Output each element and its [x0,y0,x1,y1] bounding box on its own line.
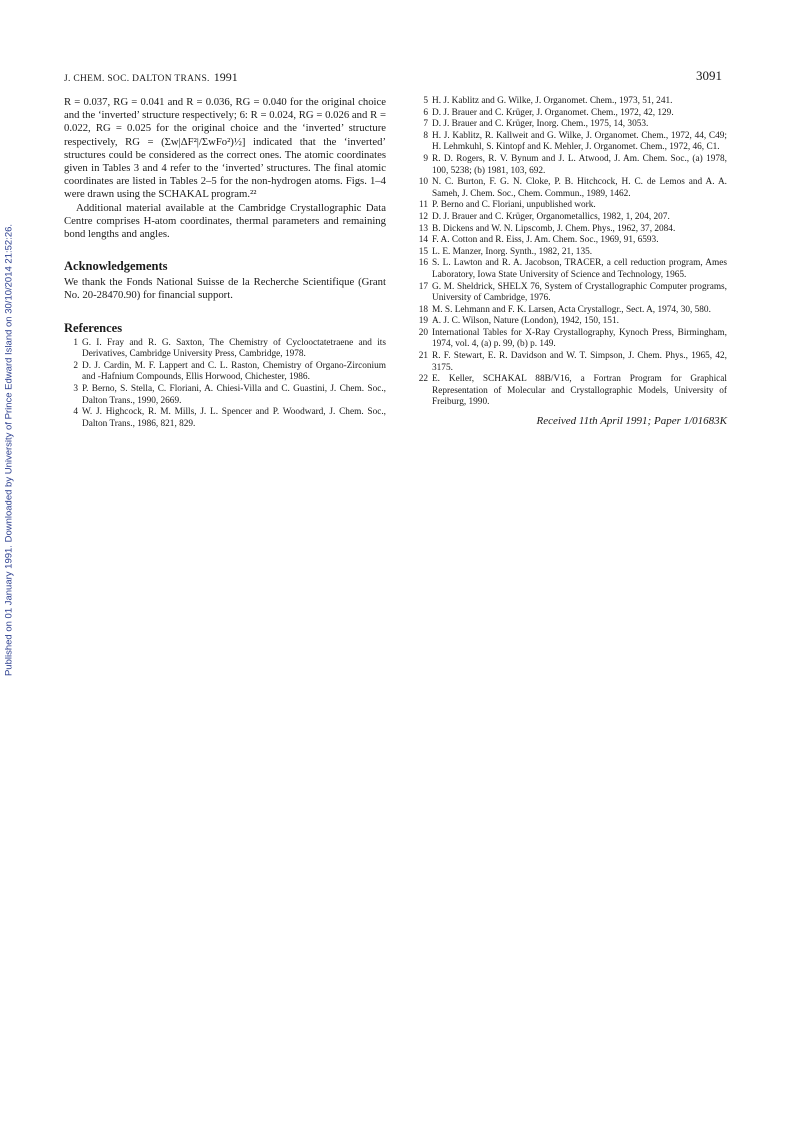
reference-number: 13 [418,223,428,234]
reference-number: 1 [73,337,78,348]
reference-list-left [64,338,386,431]
reference-number: 3 [73,384,78,395]
left-column [64,96,386,430]
reference-number: 14 [418,235,428,246]
reference-item [64,407,386,430]
reference-number: 19 [418,316,428,327]
reference-item [414,305,727,317]
journal-year: 1991 [213,70,238,84]
reference-text: F. A. Cotton and R. Eiss, J. Am. Chem. Soc., 1969, 91, 6593. [432,235,659,246]
reference-text: B. Dickens and W. N. Lipscomb, J. Chem. Phys., 1962, 37, 2084. [432,223,676,234]
reference-item [64,338,386,361]
reference-item [414,247,727,259]
reference-item [64,384,386,407]
reference-text: H. J. Kablitz and G. Wilke, J. Organomet. Chem., 1973, 51, 241. [432,96,673,106]
reference-item [414,351,727,374]
body-paragraph-1: R = 0.037, RG = 0.041 and R = 0.036, RG = 0.040 for the original choice and the ‘inverted’ structure respectively; 6: R = 0.024, RG = 0.026 and R = 0.022, RG = 0.025 for the original choice and the ‘inverted’ structure respectively, RG = (Σw|ΔF²|/ΣwFo²)½] indicated that the ‘inverted’ structures could be considered as the correct ones. The atomic coordinates given in Tables 3 and 4 refer to the ‘inverted’ structures. The final atomic coordinates are listed in Tables 2–5 for the non-hydrogen atoms. Figs. 1–4 were drawn using the SCHAKAL program.²² [64,96,386,201]
reference-number: 10 [418,177,428,188]
reference-number: 9 [423,153,428,164]
reference-number: 18 [418,304,428,315]
reference-item [414,108,727,120]
reference-text: D. J. Cardin, M. F. Lappert and C. L. Raston, Chemistry of Organo-Zirconium and -Hafnium Compounds, Ellis Horwood, Chichester, 1986. [82,360,386,383]
reference-number: 22 [418,374,428,385]
reference-number: 8 [423,130,428,141]
right-column [414,96,727,427]
reference-number: 20 [418,327,428,338]
reference-number: 6 [423,107,428,118]
reference-item [414,328,727,351]
reference-text: L. E. Manzer, Inorg. Synth., 1982, 21, 135. [432,246,593,257]
acknowledgements-text: We thank the Fonds National Suisse de la Recherche Scientifique (Grant No. 20-28470.90) for financial support. [64,276,386,302]
reference-text: D. J. Brauer and C. Krüger, Inorg. Chem., 1975, 14, 3053. [432,119,649,130]
reference-item [414,131,727,154]
reference-item [414,316,727,328]
reference-text: G. M. Sheldrick, SHELX 76, System of Crystallographic Computer programs, University of Cambridge, 1976. [432,281,727,304]
reference-text: S. L. Lawton and R. A. Jacobson, TRACER, a cell reduction program, Ames Laboratory, Iowa State University of Science and Technology, 1965. [432,258,727,280]
reference-number: 15 [418,246,428,257]
acknowledgements-heading: Acknowledgements [64,259,168,274]
received-date: Received 11th April 1991; Paper 1/01683K [536,415,727,428]
reference-text: G. I. Fray and R. G. Saxton, The Chemistry of Cyclooctatetraene and its Derivatives, Cambridge University Press, Cambridge, 1978. [82,337,386,360]
reference-text: P. Berno and C. Floriani, unpublished work. [432,200,596,211]
running-header [64,70,238,85]
reference-number: 7 [423,119,428,130]
reference-text: R. F. Stewart, E. R. Davidson and W. T. Simpson, J. Chem. Phys., 1965, 42, 3175. [432,351,727,373]
reference-item [414,154,727,177]
reference-item [414,200,727,212]
reference-item [414,282,727,305]
reference-number: 11 [419,200,428,211]
body-paragraph-2: Additional material available at the Cambridge Crystallographic Data Centre comprises H-atom coordinates, thermal parameters and remaining bond lengths and angles. [64,201,386,241]
reference-text: H. J. Kablitz, R. Kallweit and G. Wilke, J. Organomet. Chem., 1972, 44, C49; H. Lehmkuhl, S. Kintopf and K. Mehler, J. Organomet. Chem., 1972, 46, C1. [432,130,727,153]
reference-number: 2 [73,360,78,371]
reference-item [414,212,727,224]
reference-item [414,235,727,247]
reference-number: 4 [73,407,78,418]
reference-text: M. S. Lehmann and F. K. Larsen, Acta Crystallogr., Sect. A, 1974, 30, 580. [432,304,711,315]
reference-number: 12 [418,211,428,222]
reference-number: 17 [418,281,428,292]
reference-text: N. C. Burton, F. G. N. Cloke, P. B. Hitchcock, H. C. de Lemos and A. A. Sameh, J. Chem. Soc., Chem. Commun., 1989, 1462. [432,177,727,199]
reference-text: E. Keller, SCHAKAL 88B/V16, a Fortran Program for Graphical Representation of Molecular and Crystallographic Models, University of Freiburg, 1990. [432,374,727,408]
reference-item [414,374,727,409]
reference-text: P. Berno, S. Stella, C. Floriani, A. Chiesi-Villa and C. Guastini, J. Chem. Soc., Dalton Trans., 1990, 2669. [82,384,386,406]
reference-item [414,258,727,281]
reference-text: D. J. Brauer and C. Krüger, J. Organomet. Chem., 1972, 42, 129. [432,107,674,118]
reference-text: A. J. C. Wilson, Nature (London), 1942, 150, 151. [432,316,619,327]
reference-item [414,177,727,200]
reference-text: W. J. Highcock, R. M. Mills, J. L. Spencer and P. Woodward, J. Chem. Soc., Dalton Trans., 1986, 821, 829. [82,407,386,429]
journal-name: J. CHEM. SOC. DALTON TRANS. [64,74,210,84]
reference-number: 16 [418,258,428,269]
reference-text: R. D. Rogers, R. V. Bynum and J. L. Atwood, J. Am. Chem. Soc., (a) 1978, 100, 5238; (b) 1981, 103, 692. [432,153,727,176]
reference-item [64,361,386,384]
page-number: 3091 [696,68,722,83]
download-notice-sidebar [2,210,16,690]
reference-number: 5 [423,96,428,106]
reference-text: International Tables for X-Ray Crystallography, Kynoch Press, Birmingham, 1974, vol. 4, (a) p. 99, (b) p. 149. [432,327,727,350]
reference-item [414,119,727,131]
references-heading: References [64,320,123,335]
reference-list-right [414,96,727,409]
reference-number: 21 [418,351,428,362]
reference-text: D. J. Brauer and C. Krüger, Organometallics, 1982, 1, 204, 207. [432,211,670,222]
download-notice-text: Published on 01 January 1991. Downloaded by University of Prince Edward Island on 30/10/2014 21:52:26. [3,223,15,677]
reference-item [414,224,727,236]
reference-item [414,96,727,108]
